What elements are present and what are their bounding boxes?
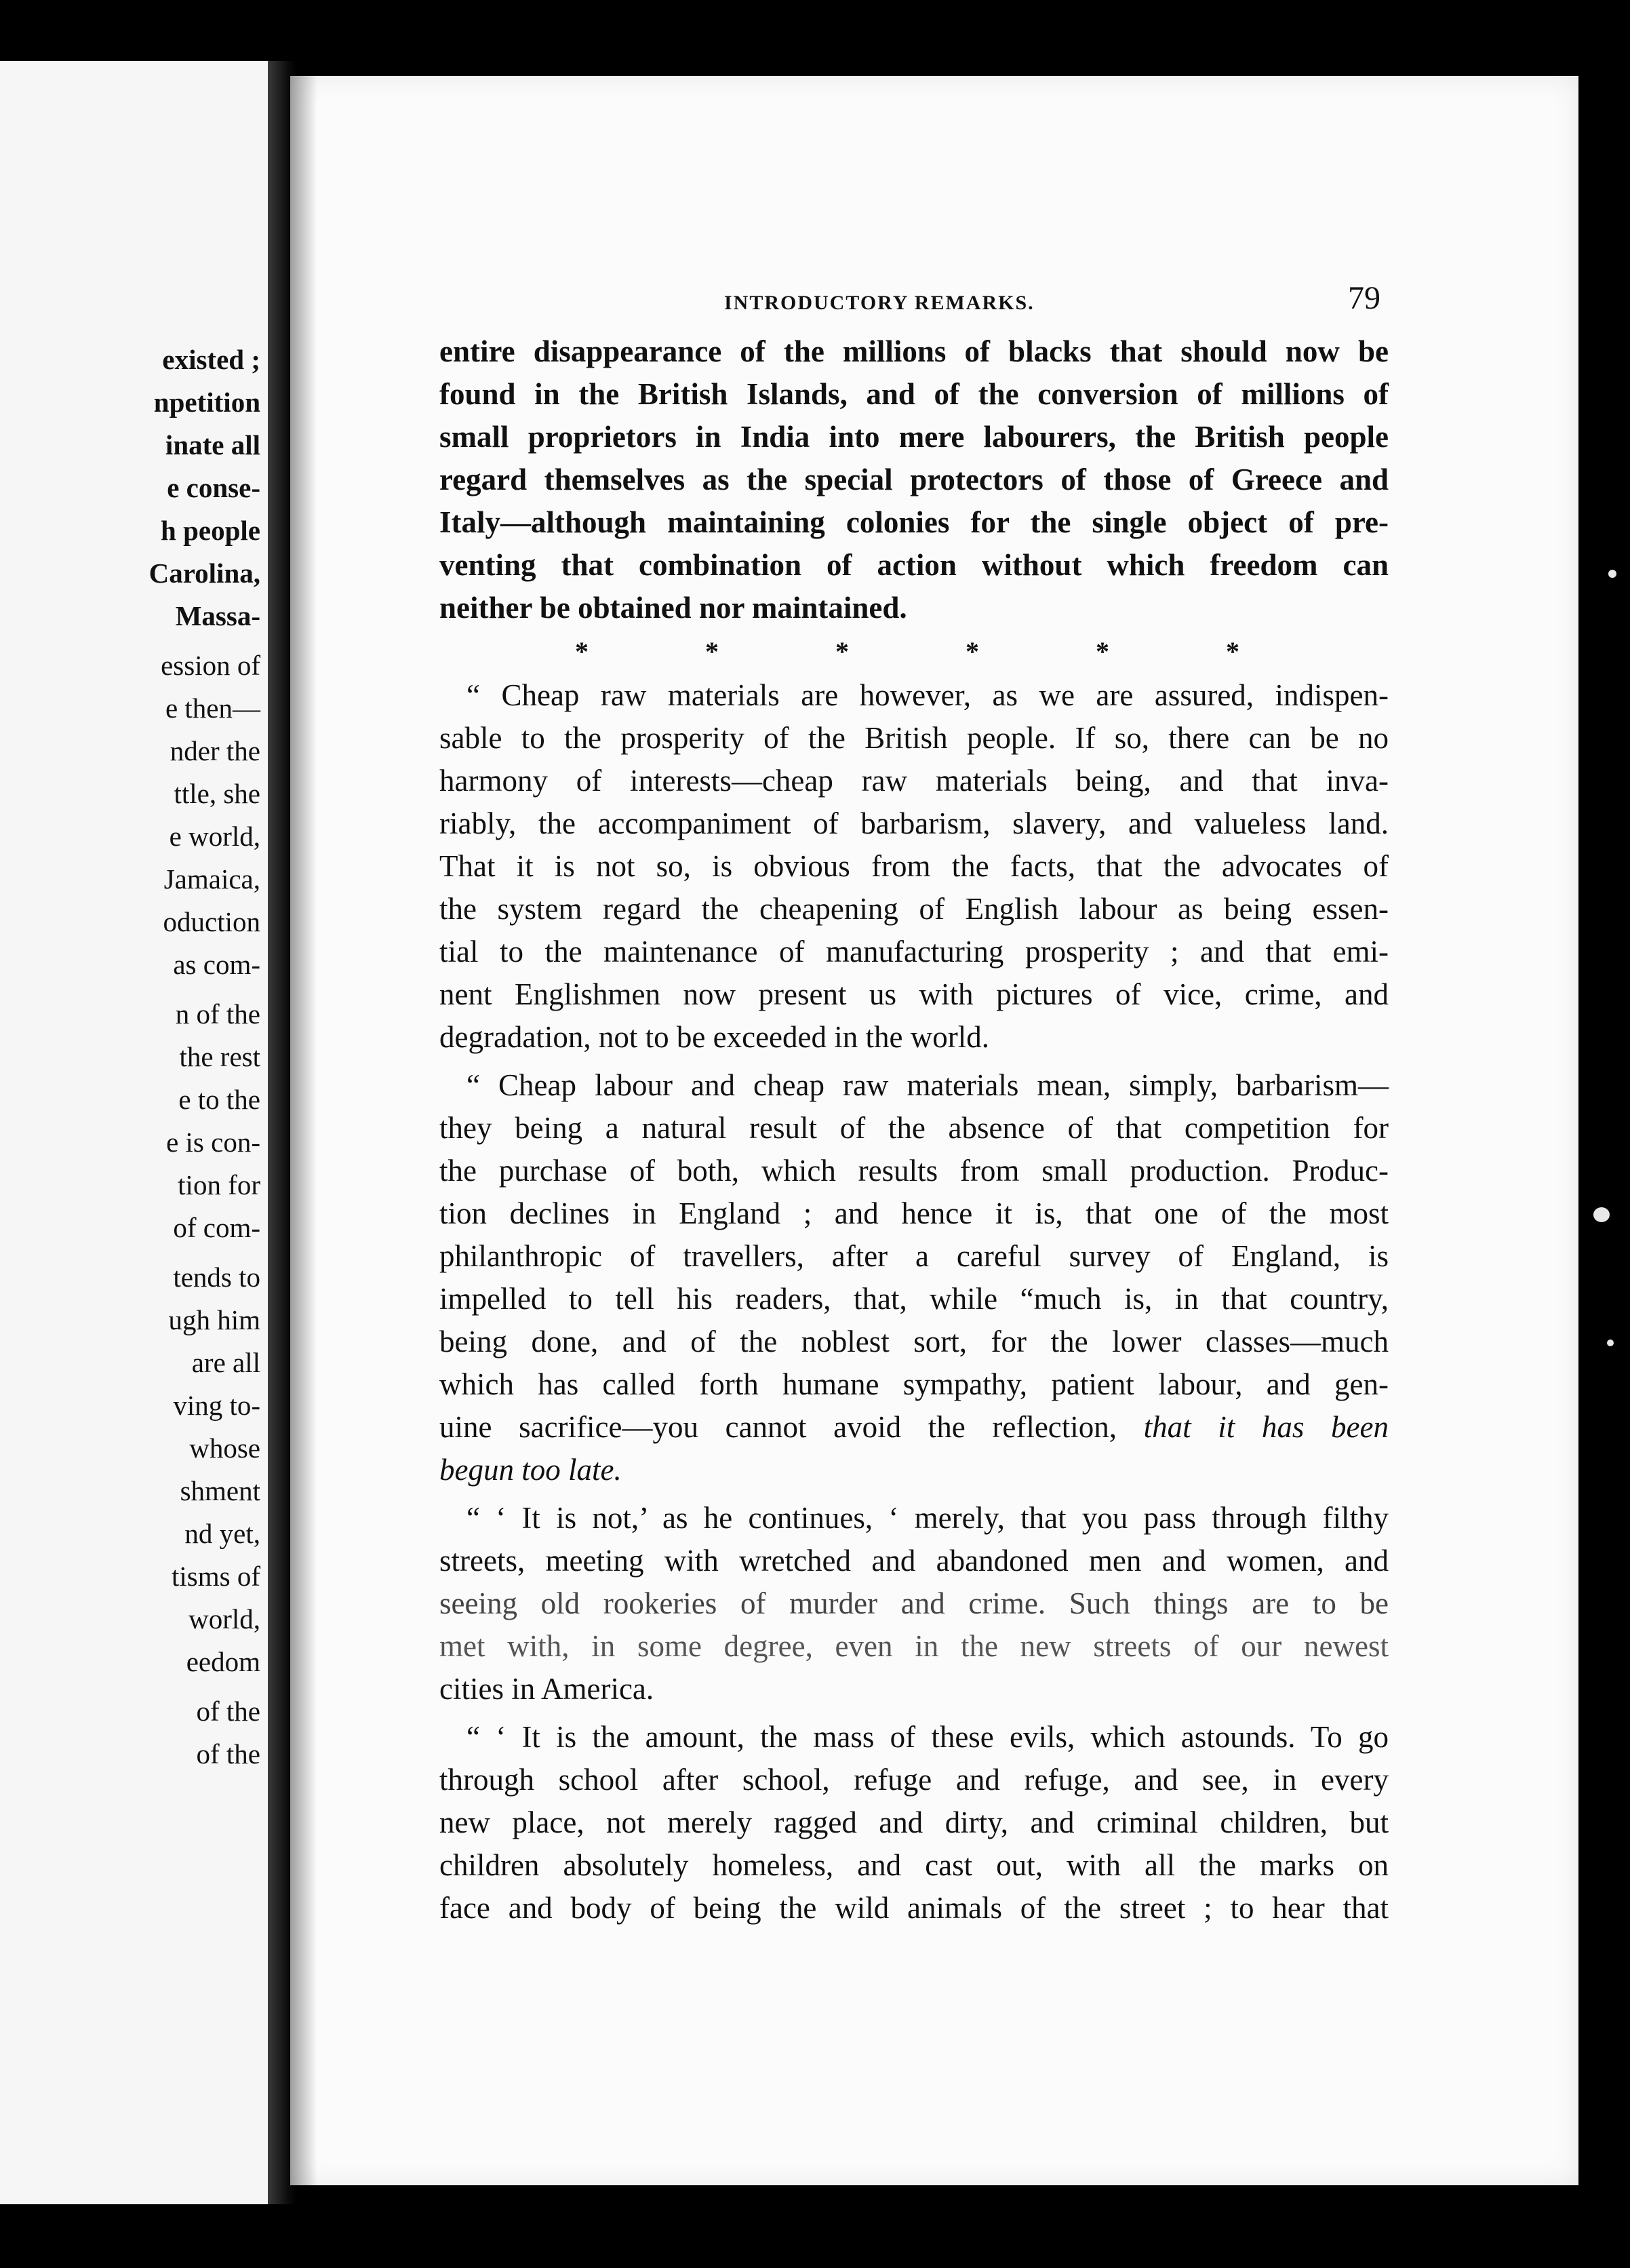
p4-line: streets, meeting with wretched and abandoned men and women, and bbox=[439, 1544, 1389, 1578]
left-page-line: e world, bbox=[169, 821, 260, 852]
p1-line: regard themselves as the special protectors of those of Greece and bbox=[439, 463, 1389, 496]
left-page-line: nd yet, bbox=[184, 1518, 260, 1549]
left-page-line: of the bbox=[196, 1738, 260, 1770]
left-page-line: of the bbox=[196, 1696, 260, 1727]
left-page-line: eedom bbox=[186, 1646, 260, 1677]
left-page-line: Jamaica, bbox=[163, 863, 260, 895]
left-page-line: as com- bbox=[173, 949, 260, 980]
p1-line: Italy—although maintaining colonies for the single object of pre- bbox=[439, 505, 1389, 539]
p3-line: they being a natural result of the absence of that competition for bbox=[439, 1111, 1389, 1145]
right-page bbox=[290, 76, 1578, 2185]
p4-line: “ ‘ It is not,’ as he continues, ‘ merely, that you pass through filthy bbox=[466, 1501, 1389, 1535]
left-page-line: ugh him bbox=[168, 1304, 260, 1335]
p3-line: “ Cheap labour and cheap raw materials mean, simply, barbarism— bbox=[466, 1068, 1389, 1102]
p3-line: being done, and of the noblest sort, for the lower classes—much bbox=[439, 1325, 1389, 1358]
p5-line: face and body of being the wild animals of the street ; to hear that bbox=[439, 1891, 1389, 1925]
left-page-line: e conse- bbox=[167, 472, 260, 503]
body-text bbox=[439, 330, 1389, 1930]
dust-speck bbox=[1608, 570, 1616, 578]
left-page-line: e is con- bbox=[166, 1127, 260, 1158]
p2-line: the system regard the cheapening of English labour as being essen- bbox=[439, 892, 1389, 926]
p1-line: small proprietors in India into mere labourers, the British people bbox=[439, 420, 1389, 454]
paragraph-3-final-line bbox=[439, 1406, 1389, 1449]
dust-speck bbox=[1607, 1340, 1614, 1346]
left-page-line: are all bbox=[191, 1347, 260, 1378]
left-facing-page bbox=[0, 61, 271, 2204]
left-page-line: h people bbox=[161, 515, 260, 546]
page-number: 79 bbox=[1348, 280, 1380, 316]
paragraph-3 bbox=[439, 1064, 1389, 1406]
left-page-line: Carolina, bbox=[148, 558, 260, 589]
paragraph-3-italic-tail: that it has been bbox=[1143, 1410, 1389, 1444]
p1-line: entire disappearance of the millions of blacks that should now be bbox=[439, 334, 1389, 368]
left-page-line: world, bbox=[188, 1603, 260, 1635]
left-page-line: e to the bbox=[178, 1084, 260, 1115]
p1-line: neither be obtained nor maintained. bbox=[439, 591, 907, 625]
left-page-line: ving to- bbox=[173, 1390, 260, 1421]
p5-line: new place, not merely ragged and dirty, and criminal children, but bbox=[439, 1805, 1389, 1839]
p2-line: riably, the accompaniment of barbarism, slavery, and valueless land. bbox=[439, 806, 1389, 840]
paragraph-3-last-line bbox=[439, 1449, 1389, 1491]
p2-line: tial to the maintenance of manufacturing prosperity ; and that emi- bbox=[439, 935, 1389, 969]
asterism: * bbox=[1226, 636, 1239, 667]
dust-speck bbox=[1593, 1207, 1610, 1222]
left-page-line: shment bbox=[180, 1475, 260, 1506]
p4-line: seeing old rookeries of murder and crime. Such things are to be bbox=[439, 1586, 1389, 1620]
left-page-line: e then— bbox=[165, 692, 260, 724]
p1-line: venting that combination of action without which freedom can bbox=[439, 548, 1389, 582]
left-page-line: existed ; bbox=[162, 344, 260, 375]
left-page-line: whose bbox=[189, 1432, 260, 1464]
p3-line: the purchase of both, which results from small production. Produc- bbox=[439, 1154, 1389, 1188]
left-page-line: Massa- bbox=[175, 600, 260, 631]
asterism: * bbox=[1096, 636, 1109, 667]
p1-line: found in the British Islands, and of the conversion of millions of bbox=[439, 377, 1389, 411]
asterism: * bbox=[835, 636, 849, 667]
p3-line: which has called forth humane sympathy, patient labour, and gen- bbox=[439, 1367, 1389, 1401]
paragraph-5 bbox=[439, 1716, 1389, 1930]
paragraph-4 bbox=[439, 1497, 1389, 1710]
p2-line: That it is not so, is obvious from the facts, that the advocates of bbox=[439, 849, 1389, 883]
p3-line: tion declines in England ; and hence it is, that one of the most bbox=[439, 1196, 1389, 1230]
left-page-line: n of the bbox=[175, 998, 260, 1030]
asterism: * bbox=[705, 636, 719, 667]
p3-line: impelled to tell his readers, that, while “much is, in that country, bbox=[439, 1282, 1389, 1316]
p2-line: harmony of interests—cheap raw materials being, and that inva- bbox=[439, 764, 1389, 798]
p2-line: sable to the prosperity of the British people. If so, there can be no bbox=[439, 721, 1389, 755]
p5-line: “ ‘ It is the amount, the mass of these evils, which astounds. To go bbox=[466, 1720, 1389, 1754]
left-page-line: inate all bbox=[165, 429, 260, 461]
asterism: * bbox=[966, 636, 979, 667]
left-page-line: of com- bbox=[173, 1212, 260, 1243]
left-page-line: npetition bbox=[153, 387, 260, 418]
p3-line: philanthropic of travellers, after a careful survey of England, is bbox=[439, 1239, 1389, 1273]
paragraph-1 bbox=[439, 330, 1389, 629]
section-break-asterisms bbox=[439, 629, 1389, 674]
p2-line: “ Cheap raw materials are however, as we are assured, indispen- bbox=[466, 678, 1389, 712]
asterism: * bbox=[575, 636, 589, 667]
p2-line: nent Englishmen now present us with pictures of vice, crime, and bbox=[439, 977, 1389, 1011]
running-head: INTRODUCTORY REMARKS. bbox=[724, 292, 1035, 314]
left-page-line: ession of bbox=[161, 650, 260, 681]
gutter-shade bbox=[290, 76, 317, 2185]
p4-line: cities in America. bbox=[439, 1672, 654, 1706]
paragraph-3-tail-text: uine sacrifice—you cannot avoid the reflection, bbox=[439, 1410, 1117, 1444]
left-page-line: ttle, she bbox=[174, 778, 260, 809]
paragraph-3-italic-last: begun too late. bbox=[439, 1453, 622, 1487]
left-page-line: nder the bbox=[170, 735, 260, 766]
left-page-line: tends to bbox=[173, 1262, 260, 1293]
p2-line: degradation, not to be exceeded in the world. bbox=[439, 1020, 989, 1054]
left-page-line: the rest bbox=[179, 1041, 260, 1072]
left-page-line: tisms of bbox=[172, 1561, 260, 1592]
p5-line: through school after school, refuge and refuge, and see, in every bbox=[439, 1763, 1389, 1797]
p5-line: children absolutely homeless, and cast out, with all the marks on bbox=[439, 1848, 1389, 1882]
left-page-line: tion for bbox=[178, 1169, 260, 1200]
p4-line: met with, in some degree, even in the new streets of our newest bbox=[439, 1629, 1389, 1663]
paragraph-2 bbox=[439, 674, 1389, 1059]
left-page-line: oduction bbox=[163, 906, 260, 937]
